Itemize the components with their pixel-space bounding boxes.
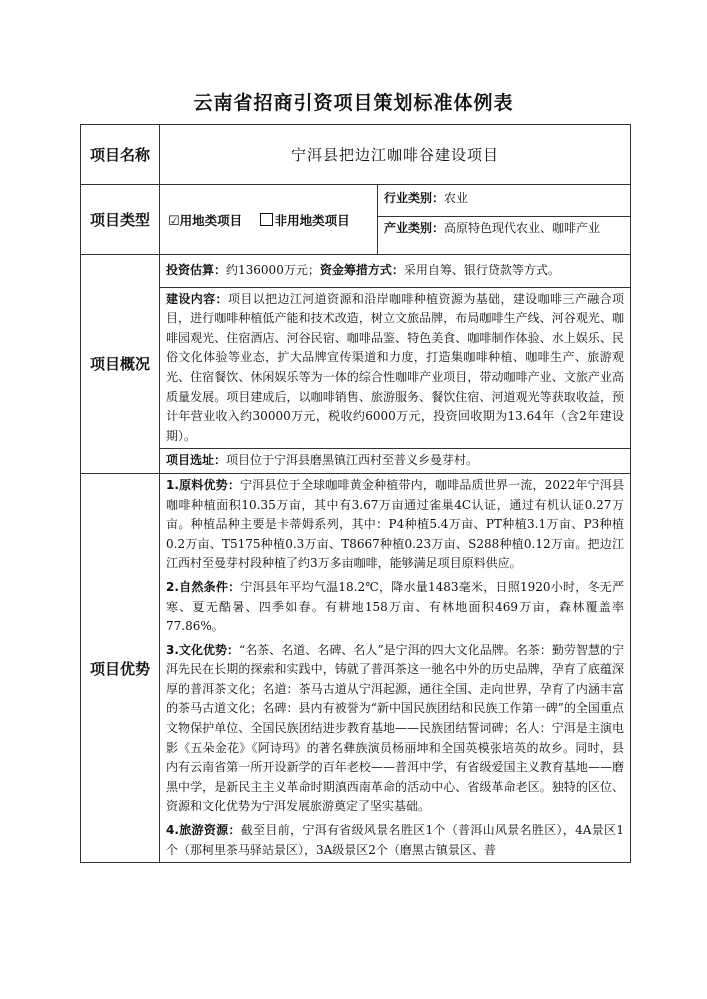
- checkbox-nonland-project: [260, 213, 273, 226]
- advantage-heading: 2.自然条件：: [166, 579, 241, 594]
- site-value: 项目位于宁洱县磨黑镇江西村至普义乡曼芽村。: [226, 453, 479, 468]
- advantage-text: 宁洱县年平均气温18.2℃，降水量1483毫米，日照1920小时，冬无严寒、夏无酷暑、四季如春。有耕地158万亩、有林地面积469万亩，森林覆盖率77.86%。: [166, 579, 625, 634]
- project-type-options: [160, 185, 378, 255]
- industry-value: 农业: [444, 191, 469, 205]
- label-advantages: 项目优势: [81, 473, 160, 862]
- project-site: [160, 449, 630, 473]
- advantage-text: 截至目前，宁洱有省级风景名胜区1个（普洱山风景名胜区），4A景区1个（那柯里茶马驿站景区），3A级景区2个（磨黑古镇景区、普: [166, 823, 625, 857]
- content-label: 建设内容：: [166, 291, 228, 306]
- advantage-text: “名茶、名道、名碑、名人”是宁洱的四大文化品牌。名茶：勤劳智慧的宁洱先民在长期的探索和实践中，铸就了普洱茶这一驰名中外的历史品牌，孕育了底蕴深厚的普洱茶文化；名道：茶马古道从宁洱起源，通往全国、走向世界，孕育了内涵丰富的茶马古道文化；名碑：县内有被誉为“新中国民族团结和民族工作第一碑”的全国重点文物保护单位、全国民族团结进步教育基地——民族团结誓词碑；名人：宁洱是主演电影《五朵金花》《阿诗玛》的著名彝族演员杨丽坤和全国英模张培英的故乡。同时，县内有云南省第一所开设新学的百年老校——普洱中学，有省级爱国主义教育基地——磨黑中学，是新民主主义革命时期滇西南革命的活动中心、省级革命老区。独特的区位、资源和文化优势为宁洱发展旅游奠定了坚实基础。: [166, 642, 625, 814]
- industry-label: 行业类别：: [384, 191, 445, 205]
- label-project-type: 项目类型: [81, 185, 160, 255]
- row-project-name: [81, 125, 631, 185]
- sector-value: 高原特色现代农业、咖啡产业: [444, 221, 601, 235]
- advantage-item: [160, 639, 630, 819]
- option-land-label: 用地类项目: [179, 212, 243, 228]
- advantages-cell: [160, 473, 631, 862]
- funding-value: 采用自筹、银行贷款等方式。: [403, 263, 560, 277]
- advantage-item: [160, 474, 630, 576]
- investment-line: [160, 255, 630, 288]
- label-overview: 项目概况: [81, 255, 160, 474]
- advantage-heading: 1.原料优势：: [166, 477, 241, 492]
- advantage-item: [160, 819, 630, 862]
- row-overview: [81, 255, 631, 474]
- sector-category: [378, 217, 630, 241]
- invest-label: 投资估算：: [166, 263, 227, 277]
- overview-cell: [160, 255, 631, 474]
- advantage-text: 宁洱县位于全球咖啡黄金种植带内，咖啡品质世界一流，2022年宁洱县咖啡种植面积10.35万亩，其中有3.67万亩通过雀巢4C认证，通过有机认证0.27万亩。种植品种主要是卡蒂姆系列，其中：P4种植5.4万亩、PT种植3.1万亩、P3种植0.2万亩、T5175种植0.3万亩、T8667种植0.23万亩、S288种植0.12万亩。把边江江西村至曼芽村段种植了约3万多亩咖啡，能够满足项目原料供应。: [166, 477, 625, 571]
- checkbox-land-project: ☑: [168, 213, 180, 229]
- category-cell: [378, 185, 631, 255]
- funding-label: 资金筹措方式：: [319, 263, 404, 277]
- advantage-heading: 4.旅游资源：: [166, 823, 241, 838]
- row-advantages: [81, 473, 631, 862]
- invest-value: 约136000万元；: [226, 263, 320, 277]
- site-label: 项目选址：: [166, 453, 227, 468]
- option-nonland-label: 非用地类项目: [274, 212, 350, 228]
- advantage-heading: 3.文化优势：: [166, 642, 240, 657]
- label-project-name: 项目名称: [81, 125, 160, 185]
- project-table: [80, 124, 631, 863]
- row-project-type: [81, 185, 631, 255]
- content-value: 项目以把边江河道资源和沿岸咖啡种植资源为基础，建设咖啡三产融合项目，进行咖啡种植低产能和技术改造，树立文旅品牌，布局咖啡生产线、河谷观光、咖啡园观光、住宿酒店、河谷民宿、咖啡品鉴、特色美食、咖啡制作体验、水上娱乐、民俗文化体验等业态，扩大品牌宣传渠道和力度，打造集咖啡种植、咖啡生产、旅游观光、住宿餐饮、休闲娱乐等为一体的综合性咖啡产业项目，带动咖啡产业、文旅产业高质量发展。项目建成后，以咖啡销售、旅游服务、餐饮住宿、河道观光等获取收益，预计年营业收入约30000万元，税收约6000万元，投资回收期为13.64年（含2年建设期）。: [166, 291, 625, 443]
- industry-category: [378, 185, 630, 217]
- sector-label: 产业类别：: [384, 221, 445, 235]
- construction-content: [160, 288, 630, 450]
- page-title: 云南省招商引资项目策划标准体例表: [193, 92, 514, 114]
- project-name-value: 宁洱县把边江咖啡谷建设项目: [160, 125, 631, 185]
- advantage-item: [160, 576, 630, 639]
